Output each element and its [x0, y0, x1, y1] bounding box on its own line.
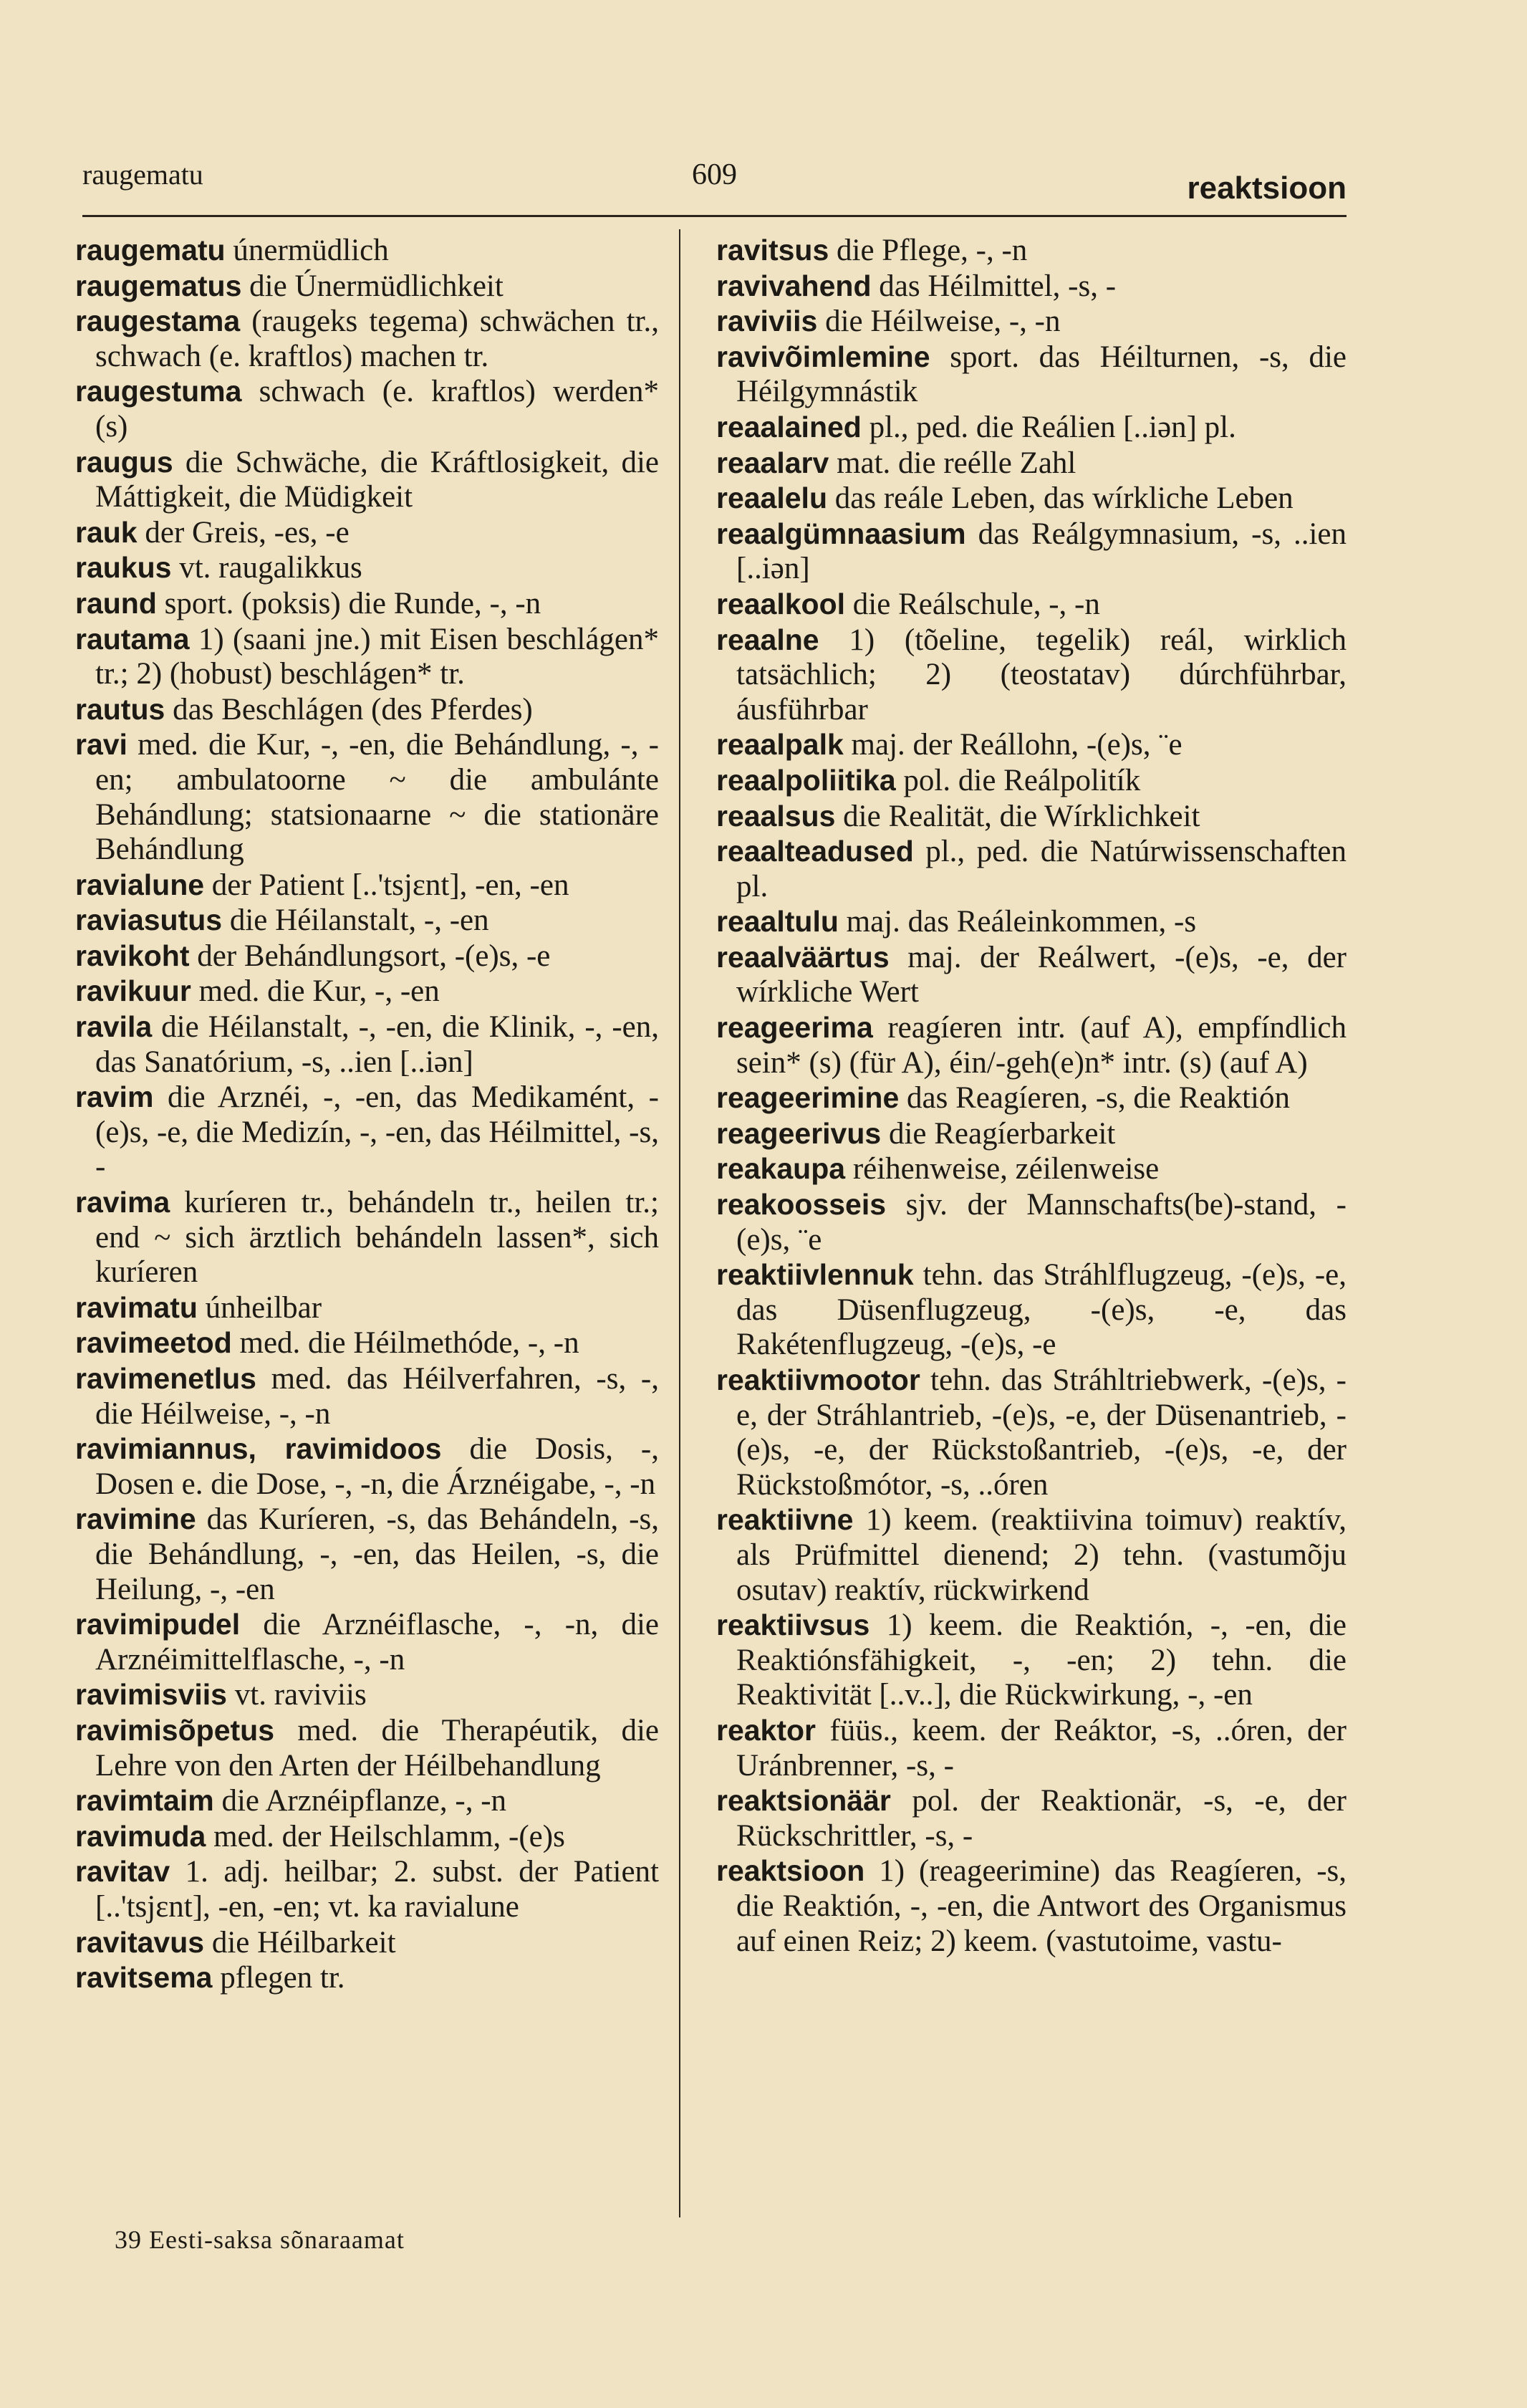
entry-headword: raviviis — [716, 304, 818, 338]
entry-definition: vt. raviviis — [234, 1678, 367, 1712]
dictionary-entry — [75, 1819, 659, 1855]
entry-definition: sport. (poksis) die Runde, -, -n — [164, 586, 541, 620]
dictionary-entry — [75, 939, 659, 974]
entry-headword: reageerivus — [716, 1116, 882, 1150]
dictionary-entry — [75, 1080, 659, 1185]
entry-headword: reaalelu — [716, 481, 827, 515]
entry-headword: reaktiivmootor — [716, 1363, 920, 1396]
entry-definition: das reále Leben, das wírkliche Leben — [834, 481, 1294, 516]
entry-headword: ravimatu — [75, 1290, 198, 1324]
dictionary-entry — [75, 1185, 659, 1290]
dictionary-entry — [75, 550, 659, 586]
dictionary-entry — [716, 904, 1347, 940]
dictionary-entry — [716, 1363, 1347, 1502]
entry-definition: réihenweise, zéilenweise — [852, 1152, 1160, 1186]
dictionary-entry — [716, 233, 1347, 269]
dictionary-entry — [716, 1151, 1347, 1187]
dictionary-entry — [75, 1713, 659, 1783]
entry-headword: reaalne — [716, 623, 819, 656]
entry-headword: raugematus — [75, 269, 242, 302]
entry-headword: ravitsema — [75, 1961, 213, 1995]
dictionary-entry — [75, 974, 659, 1009]
entry-headword: reaalpoliitika — [716, 763, 896, 797]
entry-headword: raugus — [75, 445, 173, 479]
entry-definition: maj. der Reállohn, -(e)s, ¨e — [851, 728, 1182, 762]
dictionary-entry — [716, 517, 1347, 587]
page-footer: 39 Eesti-saksa sõnaraamat — [115, 2225, 405, 2254]
dictionary-entry — [716, 1080, 1347, 1116]
entry-headword: ravikoht — [75, 939, 190, 972]
entry-definition: pol. der Reaktionär, -s, -e, der Rückschrittler, -s, - — [736, 1784, 1347, 1853]
dictionary-entry — [75, 1607, 659, 1677]
dictionary-entry — [75, 1009, 659, 1080]
entry-definition: únheilbar — [205, 1290, 322, 1325]
entry-definition: maj. der Reálwert, -(e)s, -e, der wírkliche Wert — [736, 940, 1347, 1009]
entry-definition: die Pflege, -, -n — [837, 234, 1028, 267]
entry-definition: med. die Kur, -, -en, die Behándlung, -, -en; ambulatoorne ~ die ambulánte Behándlung; statsionaarne ~ die stationäre Behándlung — [95, 728, 659, 867]
entry-definition: med. die Kur, -, -en — [198, 974, 440, 1009]
dictionary-entry — [75, 374, 659, 444]
dictionary-entry — [716, 1187, 1347, 1257]
entry-definition: únermüdlich — [233, 234, 389, 267]
entry-definition: 1. adj. heilbar; 2. subst. der Patient [..'tsjɛnt], -en, -en; vt. ka ravialune — [95, 1855, 659, 1924]
entry-headword: ravimisviis — [75, 1678, 227, 1712]
entry-definition: maj. das Reáleinkommen, -s — [846, 905, 1197, 939]
dictionary-entry — [716, 623, 1347, 728]
dictionary-entry — [716, 1502, 1347, 1608]
entry-definition: die Schwäche, die Kráftlosigkeit, die Máttigkeit, die Müdigkeit — [95, 445, 659, 514]
dictionary-entry — [716, 1853, 1347, 1959]
entry-definition: pl., ped. die Reálien [..iən] pl. — [869, 410, 1236, 444]
entry-definition: der Greis, -es, -e — [145, 515, 350, 550]
entry-headword: reageerima — [716, 1011, 873, 1045]
dictionary-entry — [75, 727, 659, 867]
column-divider — [679, 229, 680, 2217]
dictionary-entry — [75, 586, 659, 622]
entry-headword: ravitav — [75, 1855, 170, 1889]
dictionary-entry — [75, 1502, 659, 1607]
entry-headword: ravimenetlus — [75, 1362, 256, 1395]
page-number: 609 — [692, 158, 737, 191]
dictionary-entry — [75, 515, 659, 551]
entry-definition: tehn. das Stráhlflugzeug, -(e)s, -e, das Düsenflugzeug, -(e)s, -e, das Rakétenflugzeug, -(e)s, -e — [736, 1258, 1347, 1362]
entry-headword: reaktiivlennuk — [716, 1258, 914, 1292]
entry-definition: sport. das Héilturnen, -s, die Héilgymnástik — [736, 340, 1347, 409]
dictionary-entry — [75, 304, 659, 374]
dictionary-entry — [75, 269, 659, 304]
left-column — [75, 233, 659, 1996]
entry-definition: die Héilanstalt, -, -en — [229, 903, 489, 938]
dictionary-entry — [716, 834, 1347, 904]
entry-definition: das Reagíeren, -s, die Reaktión — [907, 1081, 1290, 1116]
entry-headword: ravila — [75, 1010, 153, 1044]
entry-headword: ravikuur — [75, 974, 191, 1008]
entry-definition: die Únermüdlichkeit — [249, 269, 504, 303]
entry-definition: sjv. der Mannschafts(be)-stand, -(e)s, ¨e — [736, 1188, 1347, 1257]
dictionary-entry — [716, 1713, 1347, 1783]
dictionary-entry — [716, 269, 1347, 304]
dictionary-entry — [716, 1608, 1347, 1713]
header-first-word: raugematu — [82, 158, 203, 191]
entry-headword: reaktiivsus — [716, 1608, 870, 1642]
entry-definition: pl., ped. die Natúrwissenschaften pl. — [736, 835, 1347, 903]
entry-headword: ravimtaim — [75, 1784, 214, 1818]
dictionary-entry — [75, 1361, 659, 1431]
entry-definition: pol. die Reálpolitík — [903, 763, 1141, 797]
entry-headword: ravimipudel — [75, 1608, 241, 1641]
dictionary-entry — [716, 799, 1347, 835]
dictionary-entry — [75, 1960, 659, 1996]
dictionary-entry — [75, 1677, 659, 1713]
entry-headword: ravialune — [75, 868, 205, 901]
entry-definition: das Kuríeren, -s, das Behándeln, -s, die Behándlung, -, -en, das Heilen, -s, die Heilung, -, -en — [95, 1502, 659, 1606]
dictionary-entry — [75, 233, 659, 269]
entry-definition: med. die Therapéutik, die Lehre von den Arten der Héilbehandlung — [95, 1713, 659, 1783]
entry-definition: pflegen tr. — [220, 1961, 345, 1995]
entry-definition: tehn. das Stráhltriebwerk, -(e)s, -e, der Stráhlantrieb, -(e)s, -e, der Düsenantrieb, -(e)s, -e, der Rückstoßantrieb, -(e)s, -e, der Rückstoßmótor, -s, ..óren — [736, 1363, 1347, 1502]
entry-definition: 1) keem. (reaktiivina toimuv) reaktív, als Prüfmittel dienend; 2) tehn. (vastumõju osutav) reaktív, rückwirkend — [736, 1503, 1347, 1607]
dictionary-entry — [716, 446, 1347, 481]
entry-definition: die Realität, die Wírklichkeit — [843, 799, 1200, 833]
dictionary-entry — [716, 1116, 1347, 1152]
entry-definition: vt. raugalikkus — [179, 551, 362, 585]
entry-headword: raugestama — [75, 304, 241, 338]
entry-headword: reaktiivne — [716, 1503, 854, 1537]
entry-headword: ravi — [75, 728, 127, 762]
entry-definition: schwach (e. kraftlos) werden* (s) — [95, 375, 659, 443]
entry-definition: reagíeren intr. (auf A), empfíndlich sein* (s) (für A), éin/-geh(e)n* intr. (s) (auf A) — [736, 1011, 1347, 1080]
entry-definition: kuríeren tr., behándeln tr., heilen tr.; end ~ sich ärztlich behándeln lassen*, sich kuríeren — [95, 1186, 659, 1290]
entry-headword: ravitavus — [75, 1925, 205, 1959]
entry-headword: reaalpalk — [716, 728, 844, 762]
entry-headword: ravitsus — [716, 234, 829, 267]
entry-headword: ravima — [75, 1186, 170, 1219]
dictionary-entry — [716, 1783, 1347, 1853]
entry-definition: die Héilweise, -, -n — [825, 304, 1061, 339]
entry-headword: reaktor — [716, 1713, 817, 1747]
entry-definition: das Reálgymnasium, -s, ..ien [..iən] — [736, 517, 1347, 586]
entry-definition: die Arznéiflasche, -, -n, die Arznéimittelflasche, -, -n — [95, 1608, 660, 1677]
dictionary-entry — [75, 445, 659, 515]
page-header — [82, 158, 1347, 215]
dictionary-entry — [75, 1431, 659, 1502]
entry-headword: ravimeetod — [75, 1326, 232, 1360]
entry-headword: rauk — [75, 515, 138, 549]
dictionary-entry — [75, 903, 659, 939]
entry-headword: reaalteadused — [716, 835, 914, 868]
entry-headword: ravimisõpetus — [75, 1713, 274, 1747]
dictionary-entry — [716, 587, 1347, 623]
entry-definition: der Behándlungsort, -(e)s, -e — [197, 939, 551, 973]
header-rule — [82, 215, 1347, 217]
entry-headword: ravim — [75, 1080, 154, 1114]
dictionary-entry — [716, 940, 1347, 1010]
entry-definition: med. das Héilverfahren, -s, -, die Héilweise, -, -n — [95, 1362, 659, 1431]
entry-headword: reaktsionäär — [716, 1784, 891, 1818]
entry-definition: die Arznéi, -, -en, das Medikamént, -(e)s, -e, die Medizín, -, -en, das Héilmittel, -s, - — [95, 1080, 660, 1184]
right-column — [716, 233, 1347, 1959]
dictionary-entry — [716, 304, 1347, 340]
dictionary-entry — [716, 1257, 1347, 1363]
entry-definition: (raugeks tegema) schwächen tr., schwach (e. kraftlos) machen tr. — [95, 304, 659, 373]
dictionary-entry — [716, 340, 1347, 410]
dictionary-entry — [716, 1010, 1347, 1080]
entry-headword: raviasutus — [75, 903, 223, 937]
entry-headword: raukus — [75, 551, 172, 585]
entry-headword: raugematu — [75, 234, 226, 267]
entry-headword: reakaupa — [716, 1152, 846, 1186]
dictionary-entry — [75, 1854, 659, 1924]
entry-headword: reaalgümnaasium — [716, 517, 966, 550]
entry-definition: das Beschlágen (des Pferdes) — [173, 692, 533, 726]
entry-definition: die Reagíerbarkeit — [888, 1116, 1116, 1151]
entry-headword: reageerimine — [716, 1081, 900, 1115]
entry-headword: rautus — [75, 692, 165, 726]
entry-headword: raund — [75, 586, 157, 620]
entry-headword: raugestuma — [75, 375, 242, 408]
entry-headword: reaalsus — [716, 799, 836, 833]
entry-definition: die Héilbarkeit — [211, 1925, 396, 1960]
dictionary-entry — [716, 481, 1347, 517]
entry-headword: reaaltulu — [716, 905, 839, 939]
entry-definition: füüs., keem. der Reáktor, -s, ..óren, der Uránbrenner, -s, - — [736, 1713, 1347, 1783]
entry-headword: ravivõimlemine — [716, 340, 930, 373]
entry-definition: 1) keem. die Reaktión, -, -en, die Reaktiónsfähigkeit, -, -en; 2) tehn. die Reaktivität [..v..], die Rückwirkung, -, -en — [736, 1608, 1347, 1712]
dictionary-entry — [75, 1290, 659, 1326]
dictionary-entry — [716, 727, 1347, 763]
entry-definition: das Héilmittel, -s, - — [879, 269, 1117, 303]
entry-definition: die Arznéipflanze, -, -n — [221, 1784, 507, 1818]
dictionary-entry — [75, 1325, 659, 1361]
dictionary-entry — [75, 692, 659, 728]
entry-headword: ravivahend — [716, 269, 872, 302]
entry-headword: rautama — [75, 622, 190, 656]
dictionary-entry — [75, 1925, 659, 1961]
entry-definition: med. die Héilmethóde, -, -n — [239, 1326, 579, 1361]
entry-headword: reaalained — [716, 410, 862, 443]
entry-headword: reaktsioon — [716, 1854, 865, 1888]
entry-definition: der Patient [..'tsjɛnt], -en, -en — [211, 868, 569, 902]
entry-headword: reaalväärtus — [716, 940, 890, 974]
entry-headword: ravimuda — [75, 1819, 206, 1853]
entry-definition: 1) (saani jne.) mit Eisen beschlágen* tr.; 2) (hobust) beschlágen* tr. — [95, 622, 659, 691]
entry-definition: mat. die reélle Zahl — [837, 446, 1076, 480]
entry-headword: reaalkool — [716, 587, 846, 620]
entry-headword: reakoosseis — [716, 1188, 887, 1222]
dictionary-entry — [716, 410, 1347, 446]
entry-definition: med. der Heilschlamm, -(e)s — [213, 1819, 565, 1853]
entry-definition: die Reálschule, -, -n — [852, 587, 1100, 621]
entry-headword: ravimiannus, ravimidoos — [75, 1432, 442, 1466]
entry-definition: die Héilanstalt, -, -en, die Klinik, -, -en, das Sanatórium, -s, ..ien [..iən] — [95, 1010, 660, 1079]
dictionary-entry — [75, 1783, 659, 1819]
header-last-word: reaktsioon — [1187, 171, 1347, 206]
entry-headword: reaalarv — [716, 446, 829, 479]
entry-definition: 1) (reageerimine) das Reagíeren, -s, die Reaktión, -, -en, die Antwort des Organismus auf einen Reiz; 2) keem. (vastutoime, vastu- — [736, 1854, 1347, 1958]
dictionary-entry — [75, 868, 659, 903]
entry-headword: ravimine — [75, 1502, 196, 1536]
dictionary-entry — [716, 763, 1347, 799]
entry-definition: 1) (tõeline, tegelik) reál, wirklich tatsächlich; 2) (teostatav) dúrchführbar, áusführbar — [736, 623, 1347, 726]
dictionary-entry — [75, 622, 659, 692]
entry-definition: die Dosis, -, Dosen e. die Dose, -, -n, die Árznéigabe, -, -n — [95, 1432, 659, 1501]
